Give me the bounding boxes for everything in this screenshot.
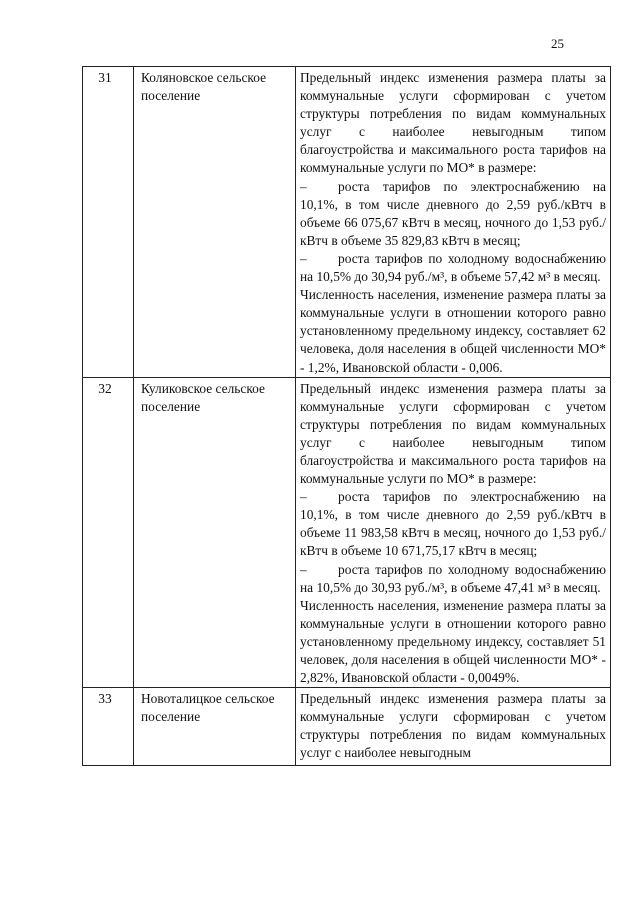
description-cell [296, 67, 611, 378]
tariff-item-water [300, 250, 606, 286]
tariff-table [82, 66, 611, 766]
intro-paragraph: Предельный индекс изменения размера платы за коммунальные услуги сформирован с учетом структуры потребления по видам коммунальных услуг с наиболее невыгодным типом благоустройства и максимального роста тарифов на коммунальные услуги по МО* в размере: [300, 70, 606, 176]
dash-marker: – [300, 561, 307, 577]
page-number: 25 [551, 36, 564, 51]
table-row [83, 377, 611, 688]
tariff-item-water [300, 561, 606, 597]
table-row [83, 688, 611, 766]
intro-paragraph: Предельный индекс изменения размера платы за коммунальные услуги сформирован с учетом структуры потребления по видам коммунальных услуг с наиболее невыгодным [300, 691, 606, 761]
table-row [83, 67, 611, 378]
tariff-item-text: роста тарифов по холодному водоснабжению на 10,5% до 30,94 руб./м³, в объеме 57,42 м³ в месяц. [300, 250, 606, 285]
tariff-item-text: роста тарифов по холодному водоснабжению на 10,5% до 30,93 руб./м³, в объеме 47,41 м³ в месяц. [300, 561, 606, 595]
row-number: 33 [83, 688, 134, 766]
settlement-name: Коляновское сельское поселение [134, 67, 296, 378]
tariff-item-electricity [300, 488, 606, 560]
tariff-item-electricity [300, 178, 606, 250]
intro-paragraph: Предельный индекс изменения размера платы за коммунальные услуги сформирован с учетом структуры потребления по видам коммунальных услуг с наиболее невыгодным типом благоустройства и максимального роста тарифов на коммунальные услуги по МО* в размере: [300, 380, 606, 487]
row-number: 31 [83, 67, 134, 378]
dash-marker: – [300, 489, 307, 505]
population-paragraph: Численность населения, изменение размера платы за коммунальные услуги в отношении которого равно установленному предельному индексу, составляет 51 человек, доля населения в общей численности МО* - 2,82%, Ивановской области - 0,0049%. [300, 597, 606, 686]
row-number: 32 [83, 377, 134, 688]
tariff-item-text: роста тарифов по электроснабжению на 10,1%, в том числе дневного до 2,59 руб./кВтч в объеме 66 075,67 кВтч в месяц, ночного до 1,53 руб./кВтч в объеме 35 829,83 кВтч в месяц; [300, 178, 606, 248]
settlement-name: Куликовское сельское поселение [134, 377, 296, 688]
settlement-name: Новоталицкое сельское поселение [134, 688, 296, 766]
description-cell [296, 688, 611, 766]
population-paragraph: Численность населения, изменение размера платы за коммунальные услуги в отношении которого равно установленному предельному индексу, составляет 62 человека, доля населения в общей численности МО* - 1,2%, Ивановской области - 0,006. [300, 287, 606, 375]
dash-marker: – [300, 178, 307, 194]
tariff-item-text: роста тарифов по электроснабжению на 10,1%, в том числе дневного до 2,59 руб./кВтч в объеме 11 983,58 кВтч в месяц, ночного до 1,53 руб./кВтч в объеме 10 671,75,17 кВтч в месяц; [300, 489, 606, 559]
dash-marker: – [300, 250, 307, 266]
description-cell [296, 377, 611, 688]
